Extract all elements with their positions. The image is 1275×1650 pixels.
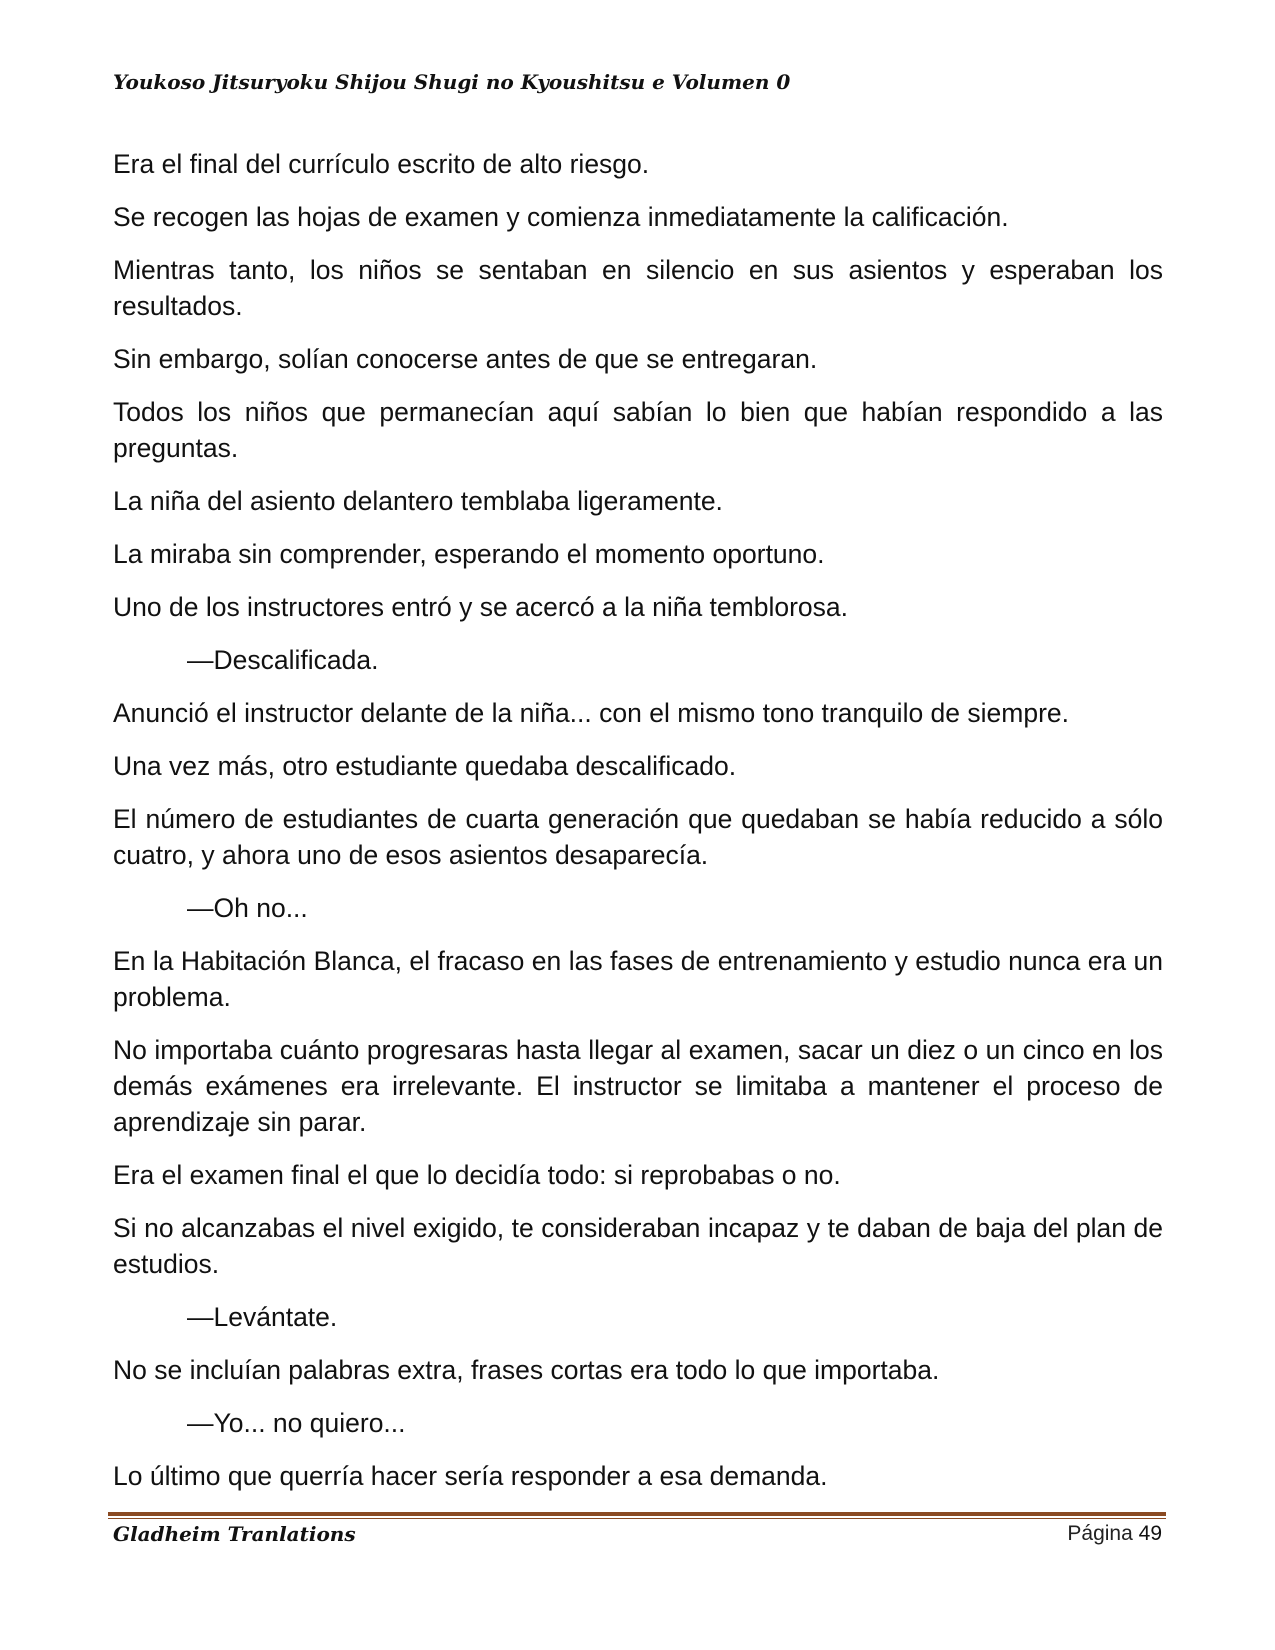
paragraph: No importaba cuánto progresaras hasta llegar al examen, sacar un diez o un cinco en los demás exámenes era irrelevante. El instructor se limitaba a mantener el proceso de aprendizaje sin parar. <box>113 1035 1163 1137</box>
paragraph: Era el examen final el que lo decidía todo: si reprobabas o no. <box>113 1160 841 1190</box>
footer-credit: Gladheim Tranlations <box>113 1522 356 1546</box>
dialogue-paragraph: —Oh no... <box>187 893 308 923</box>
paragraph: Una vez más, otro estudiante quedaba descalificado. <box>113 751 737 781</box>
paragraph: Si no alcanzabas el nivel exigido, te consideraban incapaz y te daban de baja del plan de estudios. <box>113 1213 1163 1279</box>
footer-rule-thin <box>108 1518 1166 1519</box>
paragraph: El número de estudiantes de cuarta generación que quedaban se había reducido a sólo cuatro, y ahora uno de esos asientos desaparecía. <box>113 804 1163 870</box>
page-number-value: 49 <box>1138 1522 1162 1545</box>
page-number <box>1067 1522 1162 1546</box>
paragraph: Sin embargo, solían conocerse antes de que se entregaran. <box>113 344 818 374</box>
paragraph: Mientras tanto, los niños se sentaban en silencio en sus asientos y esperaban los resultados. <box>113 255 1163 321</box>
footer-rule-thick <box>108 1512 1166 1516</box>
paragraph: No se incluían palabras extra, frases cortas era todo lo que importaba. <box>113 1355 940 1385</box>
paragraph: Lo último que querría hacer sería responder a esa demanda. <box>113 1461 828 1491</box>
paragraph: Era el final del currículo escrito de alto riesgo. <box>113 149 650 179</box>
dialogue-paragraph: —Descalificada. <box>187 645 379 675</box>
paragraph: Uno de los instructores entró y se acercó a la niña temblorosa. <box>113 592 849 622</box>
paragraph: La niña del asiento delantero temblaba ligeramente. <box>113 486 723 516</box>
body-text <box>113 146 1163 1511</box>
paragraph: La miraba sin comprender, esperando el momento oportuno. <box>113 539 825 569</box>
paragraph: En la Habitación Blanca, el fracaso en las fases de entrenamiento y estudio nunca era un problema. <box>113 946 1163 1012</box>
page-label: Página <box>1067 1522 1133 1545</box>
dialogue-paragraph: —Levántate. <box>187 1302 338 1332</box>
footer-rule <box>108 1512 1166 1519</box>
running-header: Youkoso Jitsuryoku Shijou Shugi no Kyoushitsu e Volumen 0 <box>113 70 791 94</box>
paragraph: Anunció el instructor delante de la niña... con el mismo tono tranquilo de siempre. <box>113 698 1070 728</box>
paragraph: Se recogen las hojas de examen y comienza inmediatamente la calificación. <box>113 202 1009 232</box>
paragraph: Todos los niños que permanecían aquí sabían lo bien que habían respondido a las preguntas. <box>113 397 1163 463</box>
dialogue-paragraph: —Yo... no quiero... <box>187 1408 406 1438</box>
